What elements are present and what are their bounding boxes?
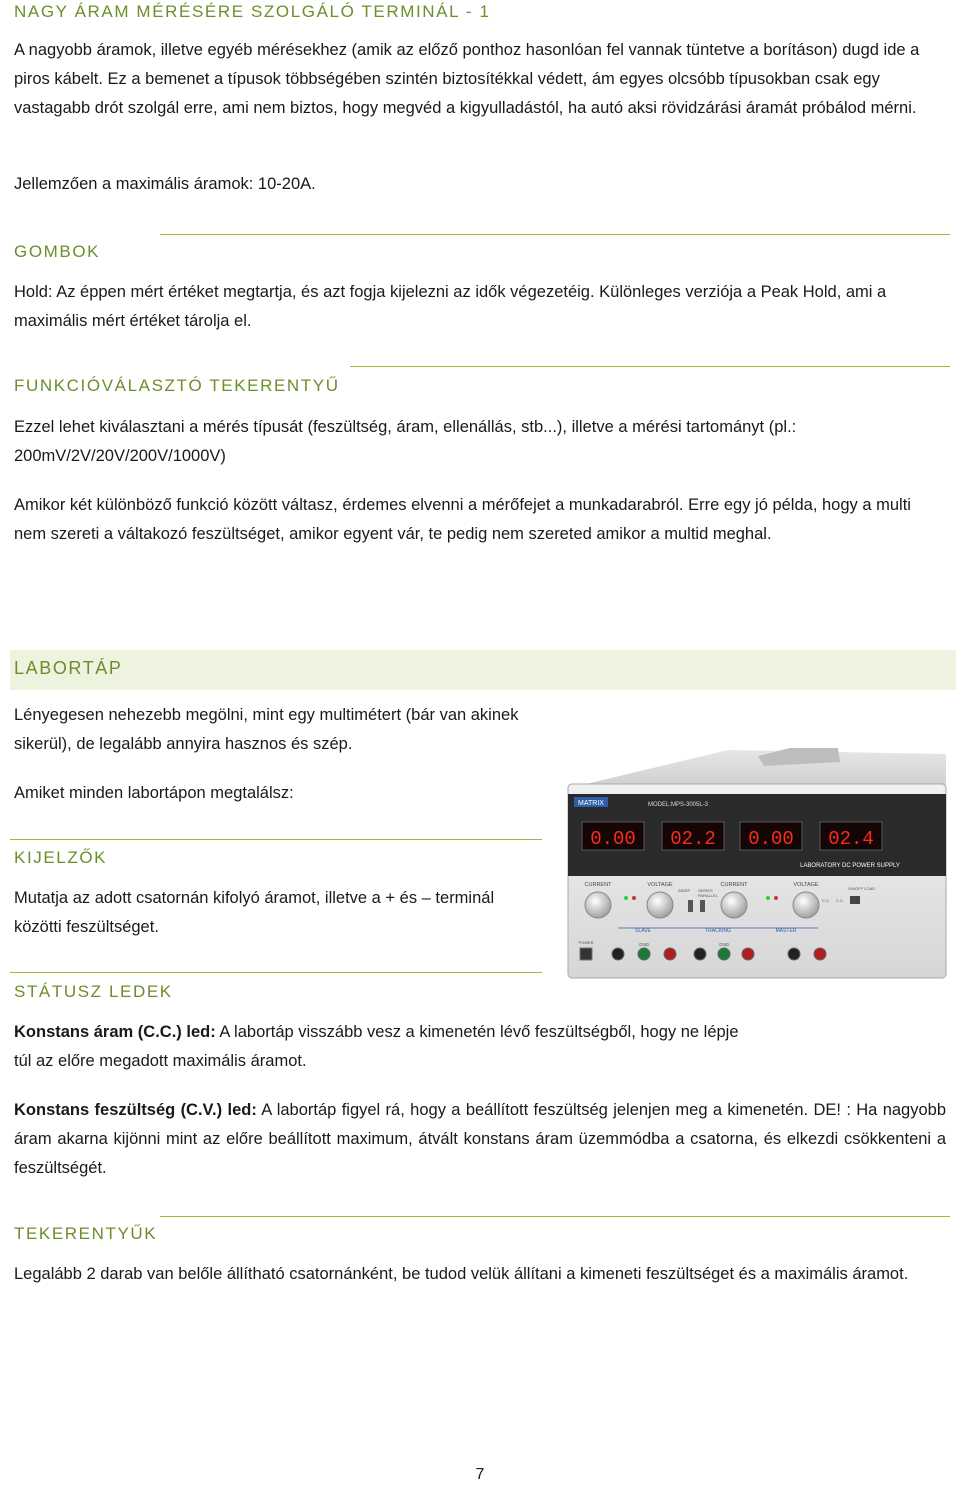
model-text: MODEL:MPS-3005L-3 bbox=[648, 802, 709, 808]
rule-kijelzok bbox=[10, 839, 542, 840]
mode-label-tracking: TRACKING bbox=[705, 928, 731, 934]
knob-label-3: CURRENT bbox=[720, 882, 748, 888]
funkcio-paragraph-1: Ezzel lehet kiválasztani a mérés típusát (feszültség, áram, ellenállás, stb...), illetve a mérési tartományt (pl.: 200mV/2V/20V/200V/1000V) bbox=[14, 418, 797, 465]
kijelzok-paragraph: Mutatja az adott csatornán kifolyó áramot, illetve a + és – terminál közötti feszültséget. bbox=[14, 889, 495, 936]
terminal-2-pos bbox=[742, 948, 754, 960]
mode-switch-2 bbox=[700, 900, 705, 912]
caption-text: LABORATORY DC POWER SUPPLY bbox=[800, 863, 900, 869]
terminal-2-gnd bbox=[718, 948, 730, 960]
switch-label-indep: INDEP bbox=[678, 888, 691, 893]
heading-terminal: NAGY ÁRAM MÉRÉSÉRE SZOLGÁLÓ TERMINÁL - 1 bbox=[14, 2, 491, 21]
display-4-value: 02.4 bbox=[828, 828, 874, 850]
mode-switch-1 bbox=[688, 900, 693, 912]
led-label-cv: C.V. bbox=[822, 898, 830, 903]
led-cc-1 bbox=[632, 896, 636, 900]
cv-label: Konstans feszültség (C.V.) led: bbox=[14, 1101, 257, 1119]
cc-text: A labortáp visszább vesz a kimenetén lévő feszültségből, hogy ne lépje túl az előre megadott maximális áramot. bbox=[14, 1023, 739, 1070]
led-cv-2 bbox=[766, 896, 770, 900]
heading-statusz: STÁTUSZ LEDEK bbox=[14, 982, 173, 1001]
terminal-max-current: Jellemzően a maximális áramok: 10-20A. bbox=[14, 175, 316, 193]
page-number: 7 bbox=[475, 1466, 485, 1483]
rule-gombok bbox=[160, 234, 950, 235]
terminal-1-gnd bbox=[638, 948, 650, 960]
gombok-paragraph: Hold: Az éppen mért értéket megtartja, és azt fogja kijelezni az idők végezetéig. Különleges verziója a Peak Hold, ami a maximális mért értéket tárolja el. bbox=[14, 283, 887, 330]
knob-4 bbox=[793, 892, 819, 918]
rule-tekerentyuk bbox=[160, 1216, 950, 1217]
labortap-paragraph-1: Lényegesen nehezebb megölni, mint egy multimétert (bár van akinek sikerül), de legalább annyira hasznos és szép. bbox=[14, 706, 519, 753]
brand-text: MATRIX bbox=[578, 800, 604, 807]
led-label-cc: C.C. bbox=[836, 898, 844, 903]
tekerentyuk-paragraph: Legalább 2 darab van belőle állítható csatornánként, be tudod velük állítani a kimeneti feszültséget és a maximális áramot. bbox=[14, 1265, 909, 1283]
labortap-paragraph-2: Amiket minden labortápon megtalálsz: bbox=[14, 784, 294, 802]
display-2-value: 02.2 bbox=[670, 828, 716, 850]
heading-gombok: GOMBOK bbox=[14, 242, 101, 261]
terminal-1-neg bbox=[612, 948, 624, 960]
mode-label-slave: SLAVE bbox=[635, 928, 651, 934]
terminal-2-neg bbox=[694, 948, 706, 960]
statusz-cv-paragraph bbox=[14, 1096, 946, 1183]
knob-label-1: CURRENT bbox=[584, 882, 612, 888]
statusz-cc-paragraph bbox=[14, 1018, 759, 1076]
terminal-3-neg bbox=[788, 948, 800, 960]
power-supply-photo bbox=[558, 740, 948, 980]
led-cv-1 bbox=[624, 896, 628, 900]
cv-text: A labortáp figyel rá, hogy a beállított feszültség jelenjen meg a kimenetén. DE! : Ha nagyobb áram akarna kijönni mint az előre beállított maximum, átvált konstans áram üzemmódba a csatorna, és elkezdi csökkenteni a feszültségét. bbox=[14, 1101, 947, 1177]
power-label: POWER bbox=[578, 940, 594, 945]
gnd-label-slave: GND bbox=[639, 942, 649, 947]
load-label: ON/OFF LOAD bbox=[848, 886, 876, 891]
display-1-value: 0.00 bbox=[590, 828, 636, 850]
knob-3 bbox=[721, 892, 747, 918]
knob-1 bbox=[585, 892, 611, 918]
rule-statusz bbox=[10, 972, 542, 973]
terminal-3-pos bbox=[814, 948, 826, 960]
terminal-1-pos bbox=[664, 948, 676, 960]
led-cc-2 bbox=[774, 896, 778, 900]
heading-labortap: LABORTÁP bbox=[14, 658, 123, 678]
gnd-label-master: GND bbox=[719, 942, 729, 947]
display-3-value: 0.00 bbox=[748, 828, 794, 850]
terminal-paragraph: A nagyobb áramok, illetve egyéb mérésekhez (amik az előző ponthoz hasonlóan fel vannak tüntetve a borításon) dugd ide a piros kábelt. Ez a bemenet a típusok többségében szintén biztosítékkal védett, ám egyes olcsóbb típusokban csak egy vastagabb drót szolgál erre, ami nem biztos, hogy megvéd a kigyulladástól, ha autó aksi rövidzárási áramát próbálod mérni. bbox=[14, 41, 920, 117]
labortap-heading-band bbox=[10, 650, 956, 690]
heading-kijelzok: KIJELZŐK bbox=[14, 848, 108, 867]
knob-label-2: VOLTAGE bbox=[647, 882, 673, 888]
switch-label-parallel: PARALLEL bbox=[698, 893, 718, 898]
heading-tekerentyuk: TEKERENTYŰK bbox=[14, 1224, 158, 1243]
power-switch bbox=[580, 948, 592, 960]
load-switch bbox=[850, 896, 860, 904]
cc-label: Konstans áram (C.C.) led: bbox=[14, 1023, 216, 1041]
funkcio-paragraph-2: Amikor két különböző funkció között váltasz, érdemes elvenni a mérőfejet a munkadarabról. Erre egy jó példa, hogy a multi nem szereti a váltakozó feszültséget, amikor egyent vár, te pedig nem szereted amikor a multid meghal. bbox=[14, 496, 911, 543]
switch-label-series: SERIES bbox=[698, 888, 713, 893]
mode-label-master: MASTER bbox=[775, 928, 797, 934]
knob-label-4: VOLTAGE bbox=[793, 882, 819, 888]
rule-funkcio bbox=[350, 366, 950, 367]
knob-2 bbox=[647, 892, 673, 918]
heading-funkcio: FUNKCIÓVÁLASZTÓ TEKERENTYŰ bbox=[14, 376, 340, 395]
